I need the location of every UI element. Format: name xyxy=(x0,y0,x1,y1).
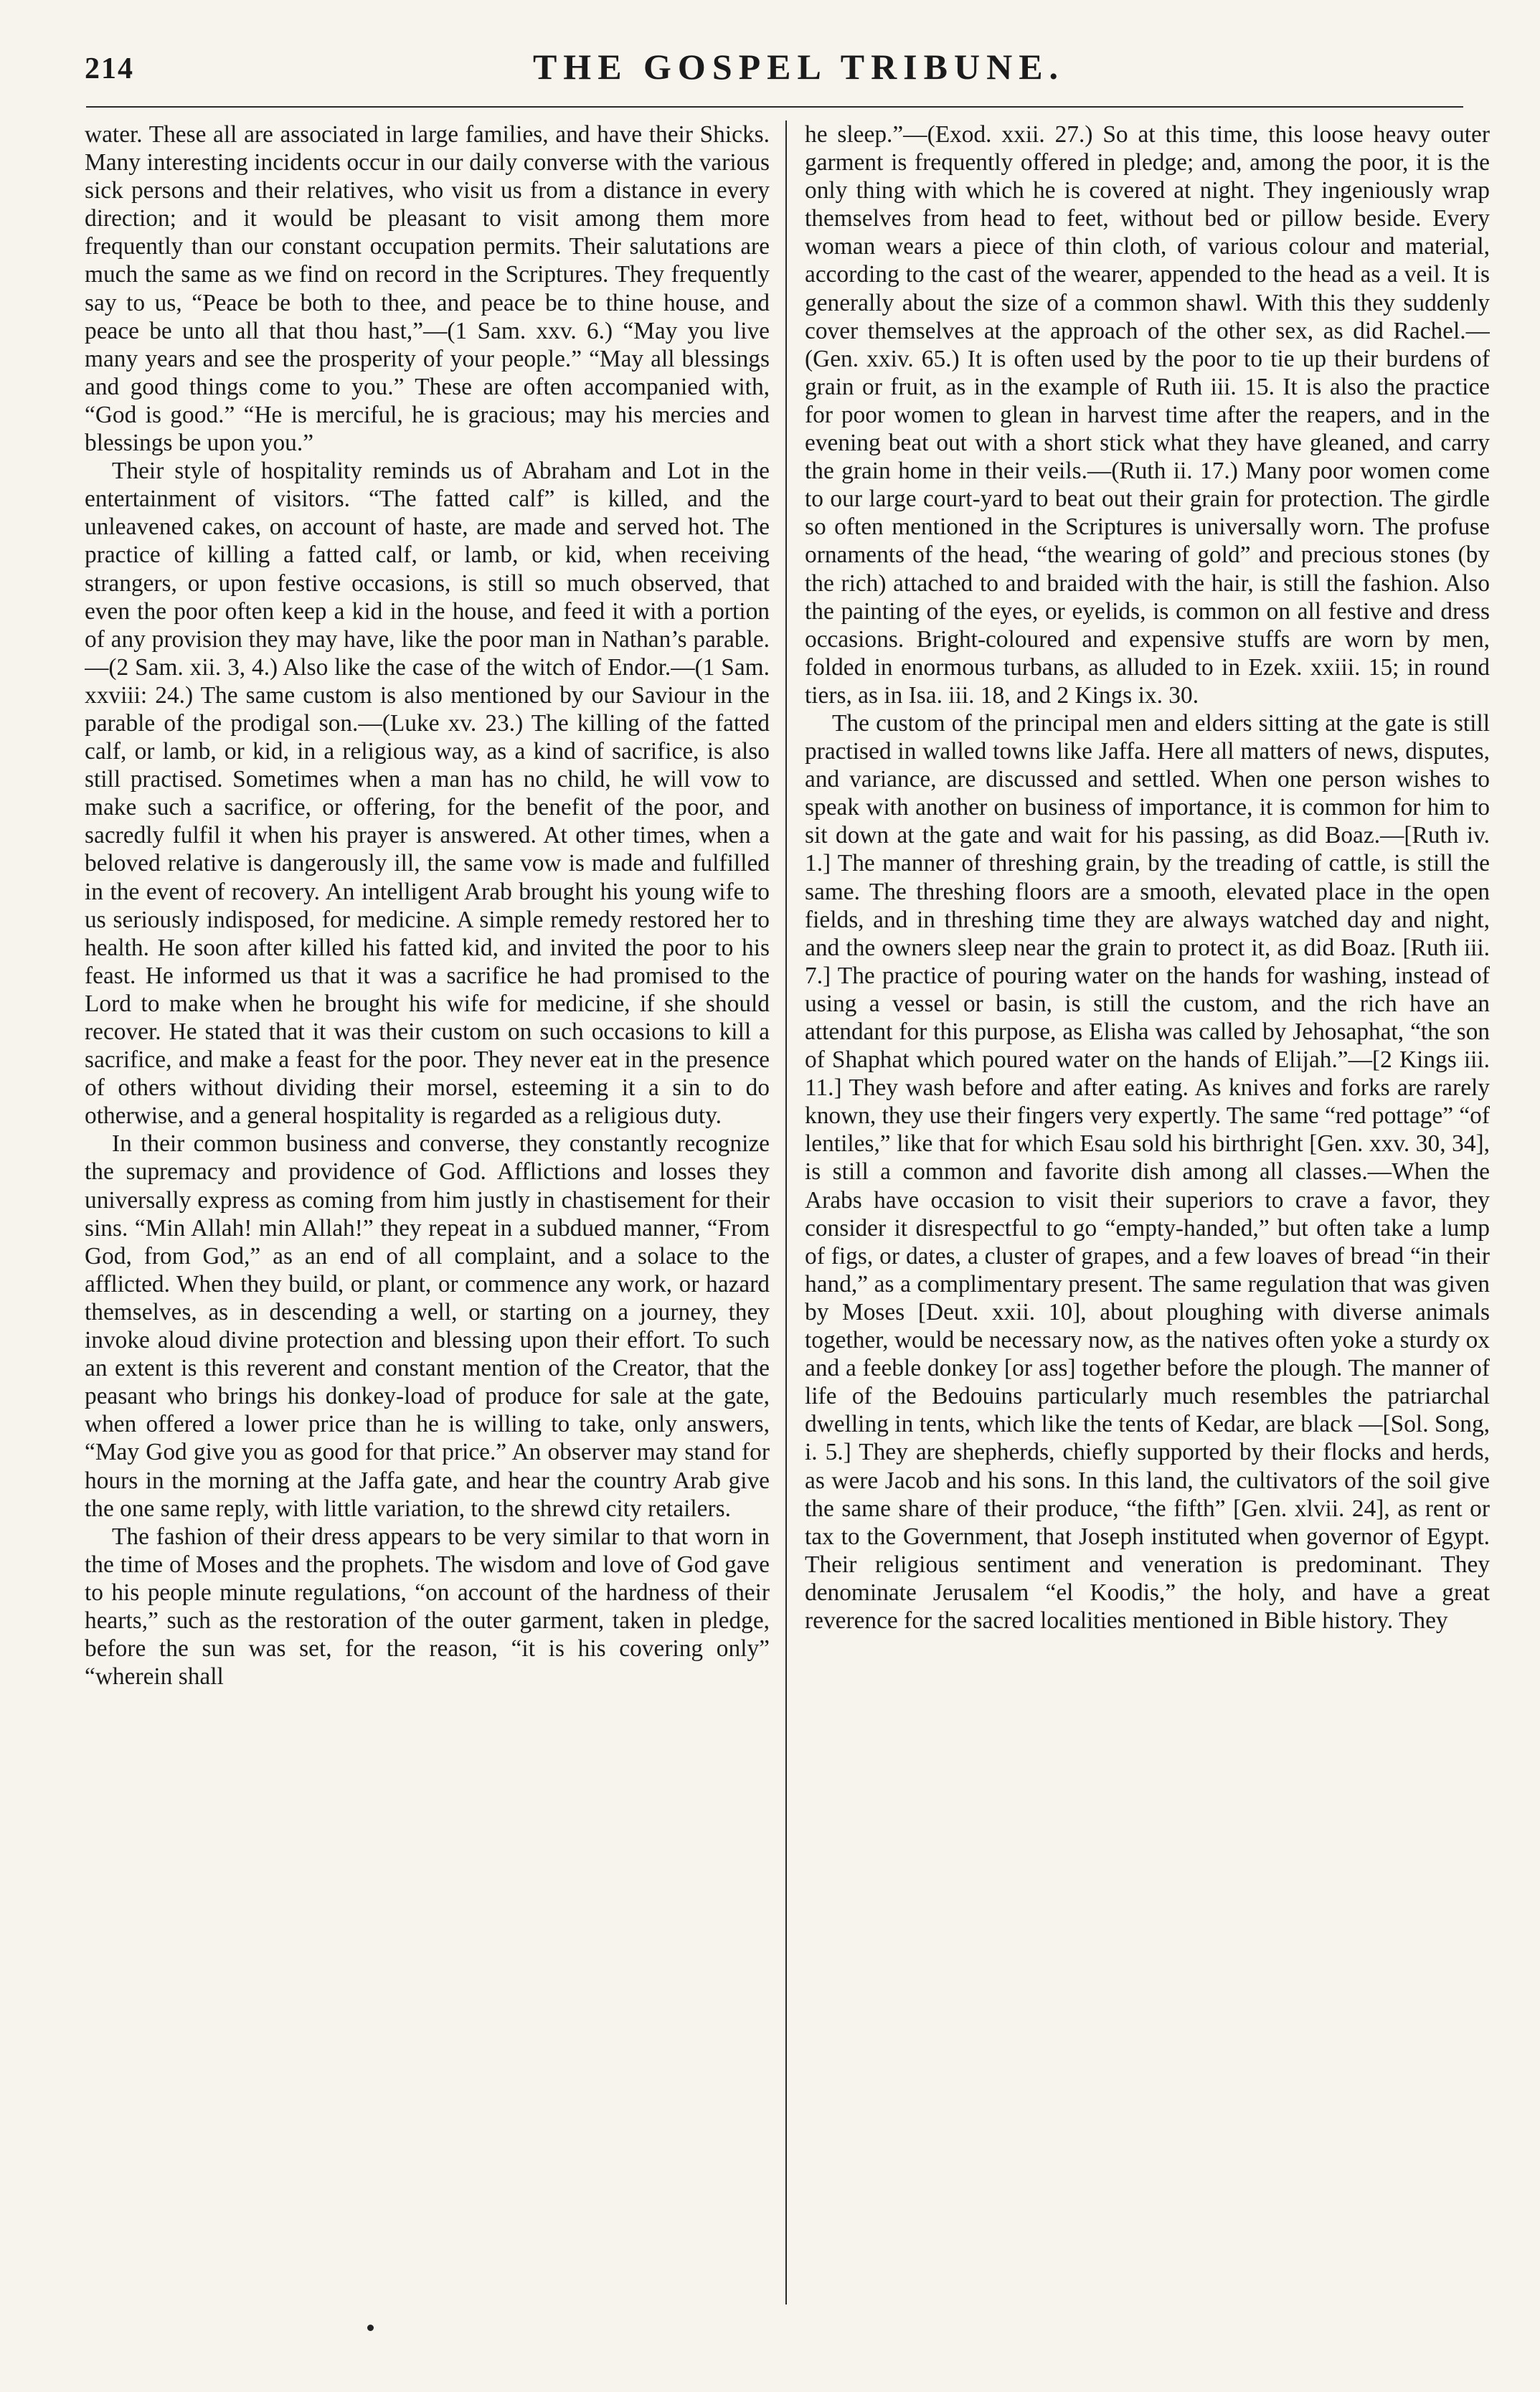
header-rule xyxy=(86,106,1463,108)
paragraph: In their common business and converse, they constantly recognize the supremacy and providence of God. Afflictions and losses they universally express as coming from him justly in chastisement for their sins. “Min Allah! min Allah!” they repeat in a subdued manner, “From God, from God,” as an end of all complaint, and a solace to the afflicted. When they build, or plant, or commence any work, or hazard themselves, as in descending a well, or starting on a journey, they invoke aloud divine protection and blessing upon their effort. To such an extent is this reverent and constant mention of the Creator, that the peasant who brings his donkey-load of produce for sale at the gate, when offered a lower price than he is willing to take, only answers, “May God give you as good for that price.” An observer may stand for hours in the morning at the Jaffa gate, and hear the country Arab give the one same reply, with little variation, to the shrewd city retailers. xyxy=(85,1130,770,1522)
ink-speck xyxy=(367,2325,374,2331)
running-head-title: THE GOSPEL TRIBUNE. xyxy=(532,47,1065,87)
left-column xyxy=(85,120,770,2330)
page-number: 214 xyxy=(85,52,134,85)
paragraph: The custom of the principal men and elders sitting at the gate is still practised in walled towns like Jaffa. Here all matters of news, disputes, and variance, are discussed and settled. When one person wishes to speak with another on business of importance, it is common for him to sit down at the gate and wait for his passing, as did Boaz.—[Ruth iv. 1.] The manner of threshing grain, by the treading of cattle, is still the same. The threshing floors are a smooth, elevated place in the open fields, and in threshing time they are always watched day and night, and the owners sleep near the grain to protect it, as did Boaz. [Ruth iii. 7.] The practice of pouring water on the hands for washing, instead of using a vessel or basin, is still the custom, and the rich have an attendant for this purpose, as Elisha was called by Jehosaphat, “the son of Shaphat which poured water on the hands of Elijah.”—[2 Kings iii. 11.] They wash before and after eating. As knives and forks are rarely known, they use their fingers very expertly. The same “red pottage” “of lentiles,” like that for which Esau sold his birthright [Gen. xxv. 30, 34], is still a common and favorite dish among all classes.—When the Arabs have occasion to visit their superiors to crave a favor, they consider it disrespectful to go “empty-handed,” but often take a lump of figs, or dates, a cluster of grapes, and a few loaves of bread “in their hand,” as a complimentary present. The same regulation that was given by Moses [Deut. xxii. 10], about ploughing with diverse animals together, would be necessary now, as the natives often yoke a sturdy ox and a feeble donkey [or ass] together before the plough. The manner of life of the Bedouins particularly much resembles the patriarchal dwelling in tents, which like the tents of Kedar, are black —[Sol. Song, i. 5.] They are shepherds, chiefly supported by their flocks and herds, as were Jacob and his sons. In this land, the cultivators of the soil give the same share of their produce, “the fifth” [Gen. xlvii. 24], as rent or tax to the Government, that Joseph instituted when governor of Egypt. Their religious sentiment and veneration is predominant. They denominate Jerusalem “el Koodis,” the holy, and have a great reverence for the sacred localities mentioned in Bible history. They xyxy=(805,709,1490,1634)
paragraph: The fashion of their dress appears to be very similar to that worn in the time of Moses and the prophets. The wisdom and love of God gave to his people minute regulations, “on account of the hardness of their hearts,” such as the restoration of the outer garment, taken in pledge, before the sun was set, for the reason, “it is his covering only” “wherein shall xyxy=(85,1523,770,1691)
paragraph: Their style of hospitality reminds us of Abraham and Lot in the entertainment of visitors. “The fatted calf” is killed, and the unleavened cakes, on account of haste, are made and served hot. The practice of killing a fatted calf, or lamb, or kid, when receiving strangers, or upon festive occasions, is still so much observed, that even the poor often keep a kid in the house, and feed it with a portion of any provision they may have, like the poor man in Nathan’s parable.—(2 Sam. xii. 3, 4.) Also like the case of the witch of Endor.—(1 Sam. xxviii: 24.) The same custom is also mentioned by our Saviour in the parable of the prodigal son.—(Luke xv. 23.) The killing of the fatted calf, or lamb, or kid, in a religious way, as a kind of sacrifice, is also still practised. Sometimes when a man has no child, he will vow to make such a sacrifice, or offering, for the benefit of the poor, and sacredly fulfil it when his prayer is answered. At other times, when a beloved relative is dangerously ill, the same vow is made and fulfilled in the event of recovery. An intelligent Arab brought his young wife to us seriously indisposed, for medicine. A simple remedy restored her to health. He soon after killed his fatted kid, and invited the poor to his feast. He informed us that it was a sacrifice he had promised to the Lord to make when he brought his wife for medicine, if she should recover. He stated that it was their custom on such occasions to kill a sacrifice, and make a feast for the poor. They never eat in the presence of others without dividing their morsel, esteeming it a sin to do otherwise, and a general hospitality is regarded as a religious duty. xyxy=(85,458,770,1130)
right-column xyxy=(805,120,1490,2330)
column-divider xyxy=(785,120,787,2304)
paragraph: water. These all are associated in large families, and have their Shicks. Many interesting incidents occur in our daily converse with the various sick persons and their relatives, who visit us from a distance in every direction; and it would be pleasant to visit among them more frequently than our constant occupation permits. Their salutations are much the same as we find on record in the Scriptures. They frequently say to us, “Peace be both to thee, and peace be to thine house, and peace be unto all that thou hast,”—(1 Sam. xxv. 6.) “May you live many years and see the prosperity of your people.” “May all blessings and good things come to you.” These are often accompanied with, “God is good.” “He is merciful, he is gracious; may his mercies and blessings be upon you.” xyxy=(85,121,770,457)
paragraph: he sleep.”—(Exod. xxii. 27.) So at this time, this loose heavy outer garment is frequently offered in pledge; and, among the poor, it is the only thing with which he is covered at night. They ingeniously wrap themselves from head to feet, without bed or pillow beside. Every woman wears a piece of thin cloth, of various colour and material, according to the cast of the wearer, appended to the head as a veil. It is generally about the size of a common shawl. With this they suddenly cover themselves at the approach of the other sex, as did Rachel.—(Gen. xxiv. 65.) It is often used by the poor to tie up their burdens of grain or fruit, as in the example of Ruth iii. 15. It is also the practice for poor women to glean in harvest time after the reapers, and in the evening beat out with a short stick what they have gleaned, and carry the grain home in their veils.—(Ruth ii. 17.) Many poor women come to our large court-yard to beat out their grain for protection. The girdle so often mentioned in the Scriptures is universally worn. The profuse ornaments of the head, “the wearing of gold” and precious stones (by the rich) attached to and braided with the hair, is still the fashion. Also the painting of the eyes, or eyelids, is common on all festive and dress occasions. Bright-coloured and expensive stuffs are worn by men, folded in enormous turbans, as alluded to in Ezek. xxiii. 15; in round tiers, as in Isa. iii. 18, and 2 Kings ix. 30. xyxy=(805,121,1490,709)
